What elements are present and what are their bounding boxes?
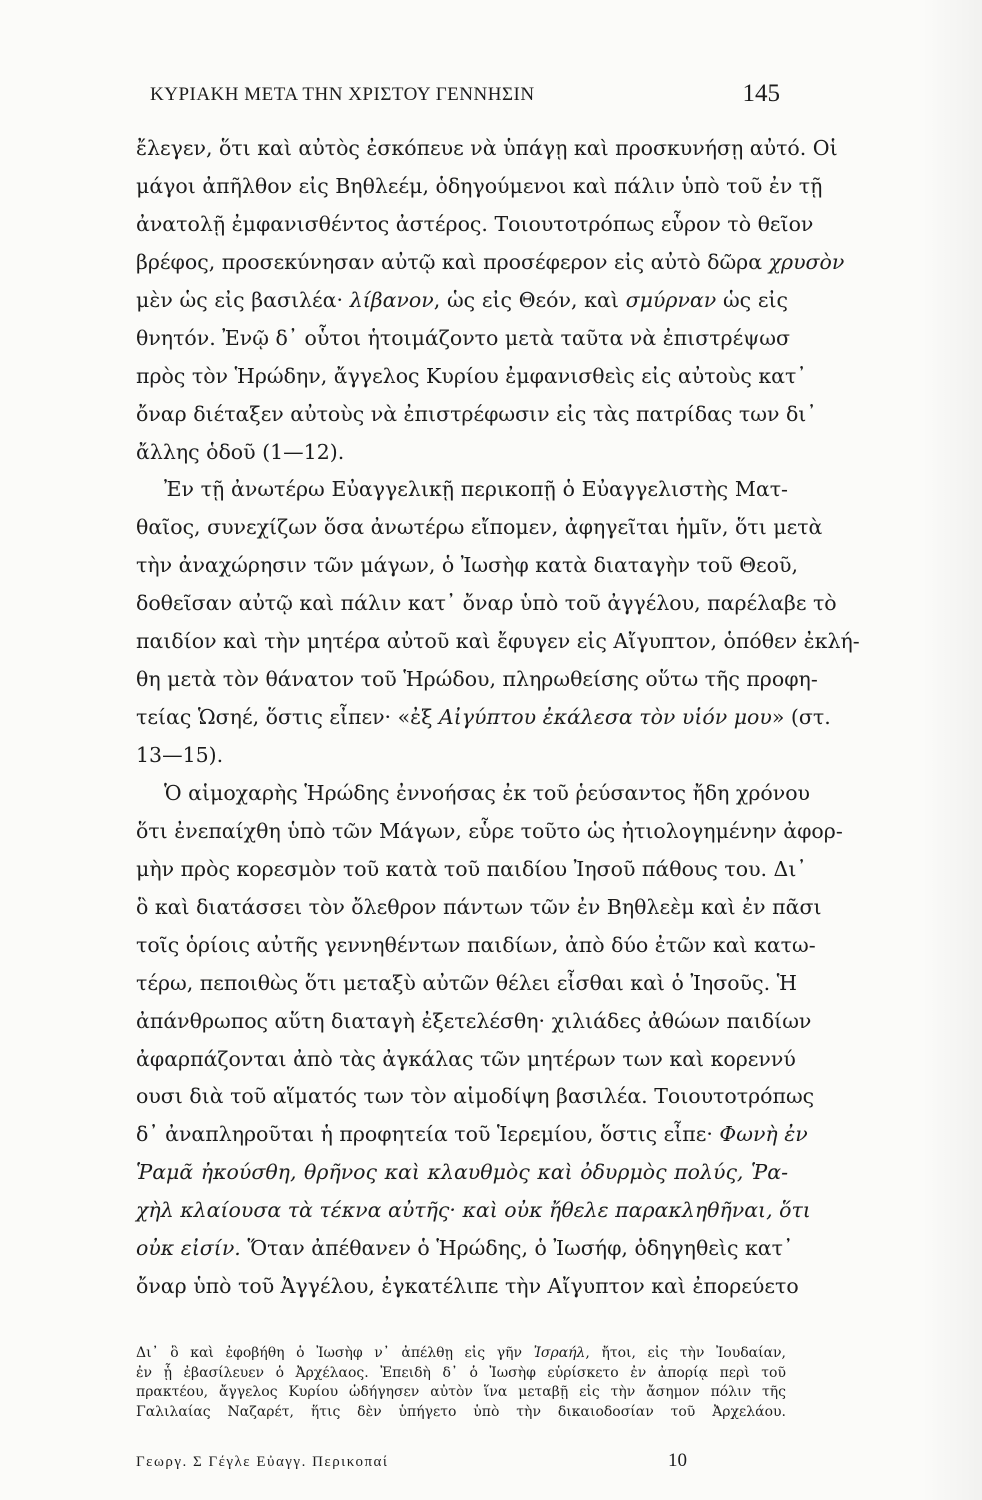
text-line: οὐκ εἰσίν. Ὅταν ἀπέθανεν ὁ Ἡρώδης, ὁ Ἰωσήφ, ὁδηγηθεὶς κατ᾽ [136, 1236, 794, 1261]
signature-mark: Γεωργ. Σ Γέγλε Εὐαγγ. Περικοπαί [136, 1454, 389, 1470]
text-line: τοῖς ὁρίοις αὐτῆς γεννηθέντων παιδίων, ἀπὸ δύο ἐτῶν καὶ κατω- [136, 932, 816, 957]
text-line: βρέφος, προσεκύνησαν αὐτῷ καὶ προσέφερον εἰς αὐτὸ δῶρα χρυσὸν [136, 249, 845, 274]
running-title: ΚΥΡΙΑΚΗ ΜΕΤΑ ΤΗΝ ΧΡΙΣΤΟΥ ΓΕΝΝΗΣΙΝ [150, 84, 535, 105]
text-line: 13—15). [136, 743, 224, 767]
text-line: τέρω, πεποιθὼς ὅτι μεταξὺ αὐτῶν θέλει εἶσθαι καὶ ὁ Ἰησοῦς. Ἡ [136, 970, 797, 995]
footnote-block [136, 1344, 786, 1422]
text-line: παιδίον καὶ τὴν μητέρα αὐτοῦ καὶ ἔφυγεν εἰς Αἴγυπτον, ὁπόθεν ἐκλή- [136, 629, 860, 654]
text-line: πρὸς τὸν Ἡρώδην, ἄγγελος Κυρίου ἐμφανισθεὶς εἰς αὐτοὺς κατ᾽ [136, 363, 807, 388]
page-edge-shadow [922, 0, 982, 1500]
text-line: ἀπάνθρωπος αὕτη διαταγὴ ἐξετελέσθη· χιλιάδες ἀθώων παιδίων [136, 1008, 812, 1033]
text-line: θνητόν. Ἐνῷ δ᾽ οὗτοι ἡτοιμάζοντο μετὰ ταῦτα νὰ ἐπιστρέψωσ [136, 325, 790, 350]
text-line: Ἐν τῇ ἀνωτέρω Εὐαγγελικῇ περικοπῇ ὁ Εὐαγγελιστὴς Ματ- [164, 477, 788, 502]
text-line: ουσι διὰ τοῦ αἵματός των τὸν αἱμοδίψη βασιλέα. Τοιουτοτρόπως [136, 1084, 815, 1109]
text-line: δ᾽ ἀναπληροῦται ἡ προφητεία τοῦ Ἱερεμίου, ὅστις εἶπε· Φωνὴ ἐν [136, 1122, 808, 1147]
text-line: μάγοι ἀπῆλθον εἰς Βηθλεέμ, ὁδηγούμενοι καὶ πάλιν ὑπὸ τοῦ ἐν τῇ [136, 173, 823, 198]
text-line: ἀνατολῇ ἐμφανισθέντος ἀστέρος. Τοιουτοτρόπως εὗρον τὸ θεῖον [136, 211, 814, 236]
sheet-number: 10 [668, 1450, 687, 1471]
footnote-line: Γαλιλαίας Ναζαρέτ, ἥτις δὲν ὑπήγετο ὑπὸ τὴν δικαιοδοσίαν τοῦ Ἀρχελάου. [136, 1403, 786, 1420]
text-line: ἔλεγεν, ὅτι καὶ αὐτὸς ἐσκόπευε νὰ ὑπάγῃ καὶ προσκυνήσῃ αὐτό. Οἱ [136, 136, 838, 160]
text-line: δοθεῖσαν αὐτῷ καὶ πάλιν κατ᾽ ὄναρ ὑπὸ τοῦ ἀγγέλου, παρέλαβε τὸ [136, 591, 837, 616]
footnote-line: ἐν ᾗ ἐβασίλευεν ὁ Ἀρχέλαος. Ἐπειδὴ δ᾽ ὁ Ἰωσὴφ εὑρίσκετο ἐν ἀπορίᾳ περὶ τοῦ [136, 1364, 786, 1381]
text-line: θαῖος, συνεχίζων ὅσα ἀνωτέρω εἴπομεν, ἀφηγεῖται ἡμῖν, ὅτι μετὰ [136, 515, 823, 540]
text-line: ὃ καὶ διατάσσει τὸν ὄλεθρον πάντων τῶν ἐν Βηθλεὲμ καὶ ἐν πᾶσι [136, 894, 822, 919]
page-number: 145 [742, 80, 780, 107]
text-line: χὴλ κλαίουσα τὰ τέκνα αὐτῆς· καὶ οὐκ ἤθελε παρακληθῆναι, ὅτι [136, 1198, 811, 1223]
main-text [136, 130, 860, 1306]
text-line: θη μετὰ τὸν θάνατον τοῦ Ἡρώδου, πληρωθείσης οὕτω τῆς προφη- [136, 667, 818, 692]
text-line: Ὁ αἱμοχαρὴς Ἡρώδης ἐννοήσας ἐκ τοῦ ῥεύσαντος ἤδη χρόνου [164, 780, 811, 805]
text-line: τὴν ἀναχώρησιν τῶν μάγων, ὁ Ἰωσὴφ κατὰ διαταγὴν τοῦ Θεοῦ, [136, 553, 798, 578]
running-header [150, 78, 786, 114]
page-footer [136, 1450, 736, 1476]
text-line: ἄλλης ὁδοῦ (1—12). [136, 439, 345, 464]
text-line: ὄναρ ὑπὸ τοῦ Ἀγγέλου, ἐγκατέλιπε τὴν Αἴγυπτον καὶ ἐπορεύετο [136, 1274, 799, 1299]
footnote-line: Δι᾽ ὃ καὶ ἐφοβήθη ὁ Ἰωσὴφ ν᾽ ἀπέλθῃ εἰς γῆν Ἰσραήλ, ἤτοι, εἰς τὴν Ἰουδαίαν, [136, 1345, 787, 1361]
text-line: μὲν ὡς εἰς βασιλέα· λίβανον, ὡς εἰς Θεόν, καὶ σμύρναν ὡς εἰς [136, 287, 788, 312]
text-line: μὴν πρὸς κορεσμὸν τοῦ κατὰ τοῦ παιδίου Ἰησοῦ πάθους του. Δι᾽ [136, 856, 807, 881]
footnote-line: πρακτέου, ἄγγελος Κυρίου ὡδήγησεν αὐτὸν ἵνα μεταβῇ εἰς τὴν ἄσημον πόλιν τῆς [136, 1384, 786, 1400]
text-line: Ῥαμᾶ ἠκούσθη, θρῆνος καὶ κλαυθμὸς καὶ ὀδυρμὸς πολύς, Ῥα- [136, 1160, 788, 1185]
text-line: τείας Ὡσηέ, ὅστις εἶπεν· «ἐξ Αἰγύπτου ἐκάλεσα τὸν υἱόν μου» (στ. [136, 705, 831, 730]
text-line: ὅτι ἐνεπαίχθη ὑπὸ τῶν Μάγων, εὗρε τοῦτο ὡς ἠτιολογημένην ἀφορ- [136, 818, 843, 843]
text-line: ὄναρ διέταξεν αὐτοὺς νὰ ἐπιστρέφωσιν εἰς τὰς πατρίδας των δι᾽ [136, 401, 817, 426]
text-line: ἀφαρπάζονται ἀπὸ τὰς ἀγκάλας τῶν μητέρων των καὶ κορεννύ [136, 1046, 796, 1071]
